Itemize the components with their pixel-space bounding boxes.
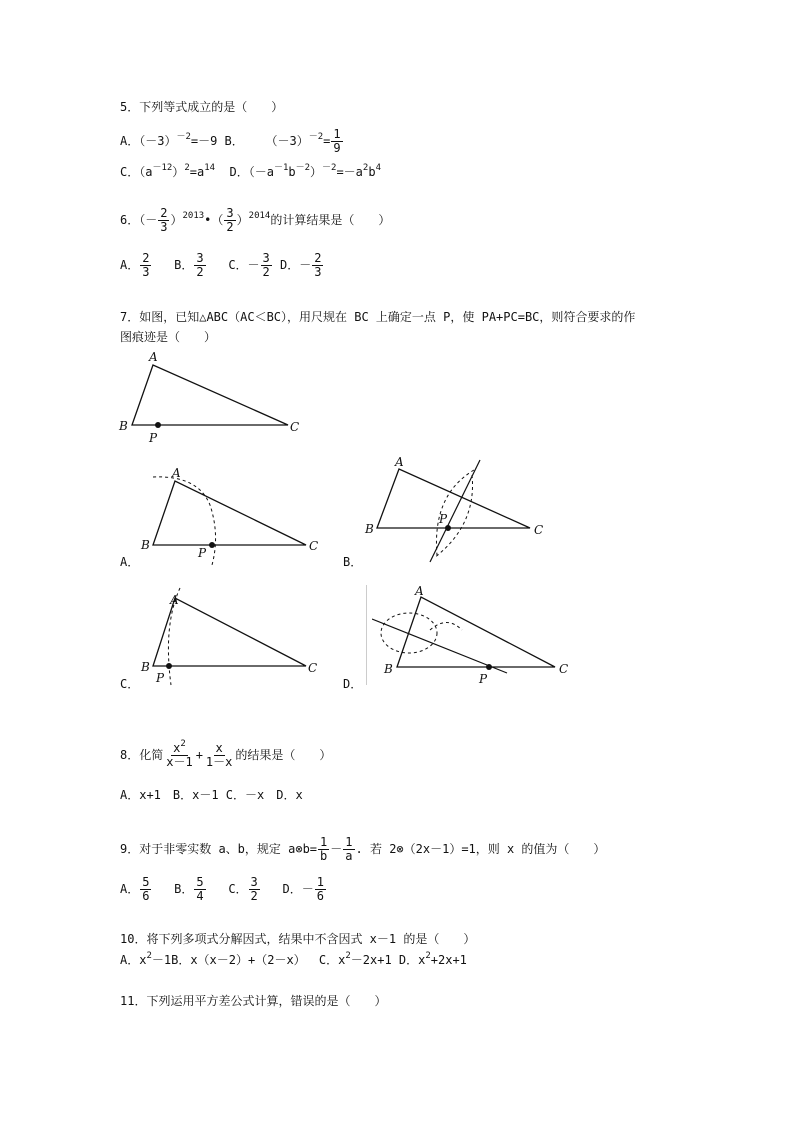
svg-text:A: A [395,455,404,469]
q6-options: A． $\frac{2}{3}$ B． $\frac{3}{2}$ C．－ $\frac{3}{2}$ D．－ $\frac{2}{3}$ [120,251,322,279]
arc-dashed [153,477,216,565]
q9-stem: 9．对于非零实数 a、b，规定 a⊗b= $\frac{1}{b}$ － $\frac{1}{a}$ . 若 2⊗（2x－1）=1，则 x 的值为（ ） [120,835,606,863]
svg-text:P: P [156,671,165,685]
q7-figure-c [138,585,328,690]
q9-options: A． $\frac{5}{6}$ B． $\frac{5}{4}$ C． $\frac{3}{2}$ D．－ $\frac{1}{6}$ [120,875,324,903]
svg-text:C: C [534,523,544,537]
q7-option-b[interactable]: B． [343,555,363,569]
svg-text:P: P [479,672,488,686]
svg-text:B: B [384,662,393,676]
q7-option-d[interactable]: D． [343,677,363,691]
label-p: P [149,431,158,445]
q7-stem-line1: 7．如图，已知△ABC（AC＜BC），用尺规在 BC 上确定一点 P，使 PA+PC=BC，则符合要求的作 [120,310,636,324]
q5-stem: 5．下列等式成立的是（ ） [120,100,284,114]
svg-text:C: C [559,662,569,676]
q6-stem: 6．（－ $\frac{2}{3}$ ）$^{2013}$•（ $\frac{3}{2}$ ）$^{2014}$的计算结果是（ ） [120,206,391,234]
q7-option-a[interactable]: A． [120,555,140,569]
svg-text:C: C [309,539,319,553]
svg-text:P: P [439,512,448,526]
q8-stem: 8．化简 $\frac{x^2}{x-1}$ + $\frac{x}{1-x}$ 的结果是（ ） [120,739,332,769]
q7-stem-line2: 图痕迹是（ ） [120,330,217,344]
triangle-abc [132,365,288,425]
svg-text:B: B [141,660,150,674]
svg-text:A: A [415,585,424,598]
figure-divider [366,585,367,685]
label-c: C [290,420,300,434]
q7-figure-d [372,585,572,690]
svg-text:B: B [365,522,374,536]
q10-stem: 10．将下列多项式分解因式，结果中不含因式 x－1 的是（ ） [120,932,476,946]
svg-text:B: B [141,538,150,552]
label-b: B [119,419,128,433]
q10-options: A．$x^2-1B$．x（x－2）+（2－x） C．$x^2-2x+1$ D．$x^2+2x+1$ [120,951,467,967]
svg-text:C: C [308,661,318,675]
label-a: A [149,350,158,364]
q11-stem: 11．下列运用平方差公式计算，错误的是（ ） [120,994,387,1008]
q7-main-figure [110,350,310,450]
q5-options-cd: C．$(a^{-12})^2=a^{14}$ D．$(-a^{-1}b^{-2})^{-2}=-a^2b^4$ [120,163,381,179]
q5-options-ab: A．$(-3)^{-2}=-9$ B． $(-3)^{-2}=$ $\frac{1}{9}$ [120,127,341,155]
q8-options: A．x+1 B．x－1 C．－x D．x [120,788,303,802]
q5-b-fraction: $\frac{1}{9}$ [333,127,341,155]
q7-figure-a [138,465,328,570]
q7-figure-b [362,455,552,565]
svg-text:A: A [172,466,181,480]
point-p [155,422,161,428]
svg-text:P: P [198,546,207,560]
svg-text:A: A [170,593,179,607]
q7-option-c[interactable]: C． [120,677,140,691]
